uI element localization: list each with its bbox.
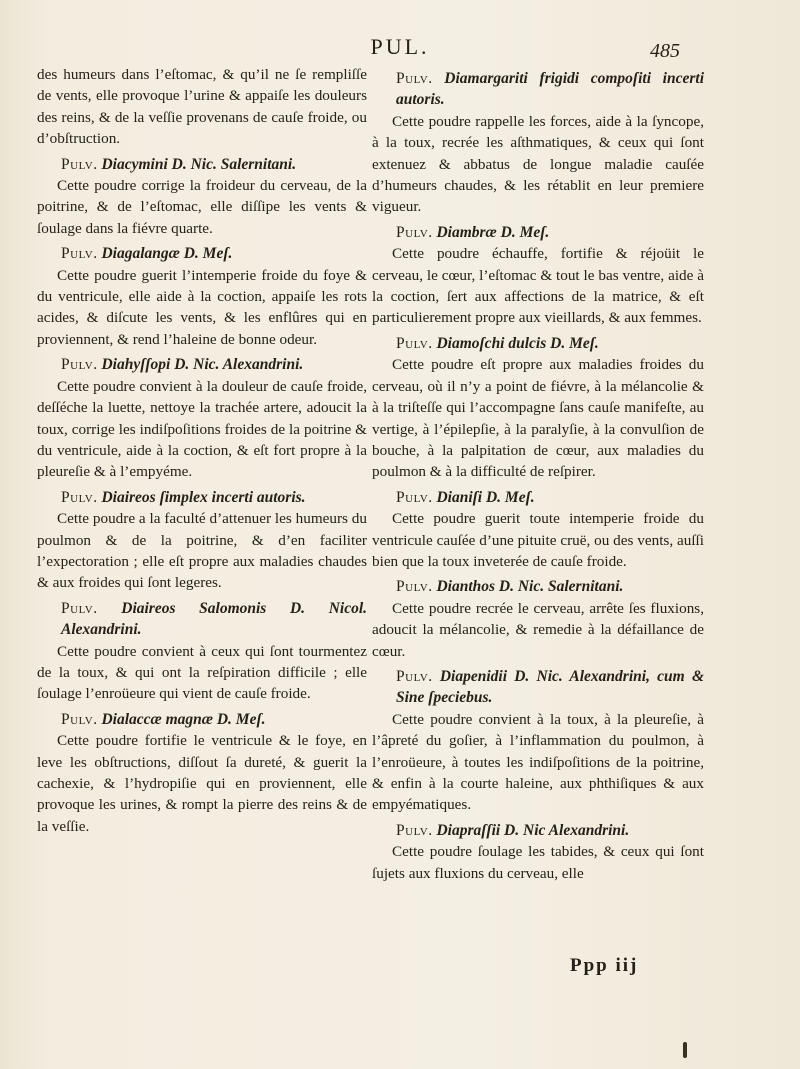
pulv-label: Pulv. bbox=[396, 667, 433, 685]
entry-text: Cette poudre convient à la toux, à la pleureſie, à l’âpreté du goſier, à l’inflammation du poulmon, à l’enroüeure, à toutes les indiſpoſitions de la poitrine, & enfin à la courte haleine, aux phthiſiques & aux empyématiques. bbox=[372, 710, 704, 814]
entry-heading bbox=[37, 154, 367, 175]
remedy-name: Dianthos D. Nic. Salernitani. bbox=[436, 578, 624, 596]
page-number: 485 bbox=[650, 40, 680, 62]
remedy-name: Diaireos ſimplex incerti autoris. bbox=[101, 488, 306, 506]
entry-heading bbox=[372, 666, 704, 709]
entry-heading bbox=[372, 222, 704, 243]
entry-text: Cette poudre a la faculté d’attenuer les humeurs du poulmon & de la poitrine, & d’en faciliter l’expectoration ; elle eſt propre aux maladies chaudes & aux froides qui ſont legeres. bbox=[37, 510, 367, 592]
entry-heading bbox=[37, 709, 367, 730]
ink-speck bbox=[683, 1042, 687, 1058]
running-title: PUL. bbox=[370, 34, 430, 59]
entry-heading bbox=[372, 333, 704, 354]
pulv-label: Pulv. bbox=[61, 155, 98, 173]
remedy-name: Diaireos Salomonis D. Nicol. Alexandrini. bbox=[61, 599, 368, 639]
remedy-name: Dianiſi D. Meſ. bbox=[436, 488, 535, 506]
signature-mark: Ppp iij bbox=[570, 955, 639, 976]
remedy-name: Diapenidii D. Nic. Alexandrini, cum & Sine ſpeciebus. bbox=[396, 667, 704, 707]
pulv-label: Pulv. bbox=[396, 334, 433, 352]
remedy-name: Diahyſſopi D. Nic. Alexandrini. bbox=[101, 356, 304, 374]
right-column bbox=[372, 64, 704, 884]
remedy-name: Dialaccæ magnæ D. Meſ. bbox=[101, 710, 266, 728]
entry-text: Cette poudre guerit toute intemperie froide du ventricule cauſée d’une pituite cruë, ou des vents, auſſi bien que la toux inveterée de cauſe froide. bbox=[372, 510, 704, 570]
pulv-label: Pulv. bbox=[396, 223, 433, 241]
entry-text: Cette poudre corrige la froideur du cerveau, de la poitrine, & de l’eſtomac, elle diſſipe les vents & ſoulage dans la fiévre quarte. bbox=[37, 177, 367, 237]
entry-text: Cette poudre rappelle les forces, aide à la ſyncope, à la toux, recrée les aſthmatiques, & ceux qui ſont extenuez & abbatus de longue maladie cauſée d’humeurs chaudes, & les rétablit en leur premiere vigueur. bbox=[372, 112, 704, 216]
remedy-name: Diamargariti frigidi compoſiti incerti autoris. bbox=[396, 70, 705, 109]
entry-text: Cette poudre recrée le cerveau, arrête ſes fluxions, adoucit la mélancolie, & remedie à la défaillance de cœur. bbox=[372, 599, 704, 660]
entry-heading bbox=[372, 820, 704, 841]
entry-text: Cette poudre échauffe, fortifie & réjoüit le cerveau, le cœur, l’eſtomac & tout le bas ventre, aide à la coction, ſert aux affections de la matrice, & eſt particulierement propre aux vieillards, & aux femmes. bbox=[372, 245, 704, 327]
remedy-name: Diambræ D. Meſ. bbox=[436, 223, 550, 241]
remedy-name: Diacymini D. Nic. Salernitani. bbox=[101, 155, 297, 173]
entry-text: Cette poudre convient à la douleur de cauſe froide, deſſéche la luette, nettoye la trachée artere, adoucit la toux, corrige les indiſpoſitions froides de la poitrine & du ventricule, aide à la coction, & eſt fort propre à la pleureſie & à l’empyéme. bbox=[37, 377, 367, 481]
continuation-text: des humeurs dans l’eſtomac, & qu’il ne ſe rempliſſe de vents, elle provoque l’urine & appaiſe les douleurs des reins, & de la veſſie provenans de cauſe froide, ou d’obſtruction. bbox=[37, 66, 367, 148]
entry-text: Cette poudre ſoulage les tabides, & ceux qui ſont ſujets aux fluxions du cerveau, elle bbox=[372, 843, 704, 882]
remedy-name: Diapraſſii D. Nic Alexandrini. bbox=[436, 821, 630, 839]
left-column bbox=[37, 64, 367, 837]
entry-heading bbox=[372, 68, 704, 111]
pulv-label: Pulv. bbox=[396, 488, 433, 506]
entry-heading bbox=[372, 487, 704, 508]
entry-heading bbox=[37, 487, 367, 508]
entry-heading bbox=[37, 354, 367, 375]
entry-text: Cette poudre eſt propre aux maladies froides du cerveau, où il n’y a point de fiévre, à la mélancolie & à la triſteſſe qui l’accompagne ſans cauſe manifeſte, au vertige, à l’épilepſie, à la paralyſie, à la convulſion de bouche, à la palpitation de cœur, aux maladies du poulmon & à la difficulté de reſpirer. bbox=[372, 356, 704, 481]
pulv-label: Pulv. bbox=[61, 599, 98, 617]
pulv-label: Pulv. bbox=[61, 356, 98, 374]
entry-heading bbox=[37, 243, 367, 264]
entry-heading bbox=[372, 576, 704, 597]
pulv-label: Pulv. bbox=[61, 245, 98, 263]
pulv-label: Pulv. bbox=[396, 821, 433, 839]
entry-text: Cette poudre fortifie le ventricule & le foye, en leve les obſtructions, diſſout ſa dureté, & guerit la cachexie, & l’hydropiſie qui en proviennent, elle provoque les urines, & rompt la pierre des reins & de la veſſie. bbox=[37, 732, 367, 835]
pulv-label: Pulv. bbox=[396, 70, 433, 87]
entry-heading bbox=[37, 598, 367, 641]
remedy-name: Diamoſchi dulcis D. Meſ. bbox=[436, 334, 599, 352]
remedy-name: Diagalangæ D. Meſ. bbox=[101, 245, 233, 263]
entry-text: Cette poudre convient à ceux qui ſont tourmentez de la toux, & qui ont la reſpiration difficile ; elle ſoulage l’enroüeure qui vient de cauſe froide. bbox=[37, 642, 367, 703]
pulv-label: Pulv. bbox=[61, 488, 98, 506]
pulv-label: Pulv. bbox=[396, 578, 433, 596]
entry-text: Cette poudre guerit l’intemperie froide du foye & du ventricule, elle aide à la coction, appaiſe les rots acides, & diſcute les vents, & les enflûres qui en proviennent, & rend l’haleine de bonne odeur. bbox=[37, 266, 367, 348]
pulv-label: Pulv. bbox=[61, 710, 98, 728]
